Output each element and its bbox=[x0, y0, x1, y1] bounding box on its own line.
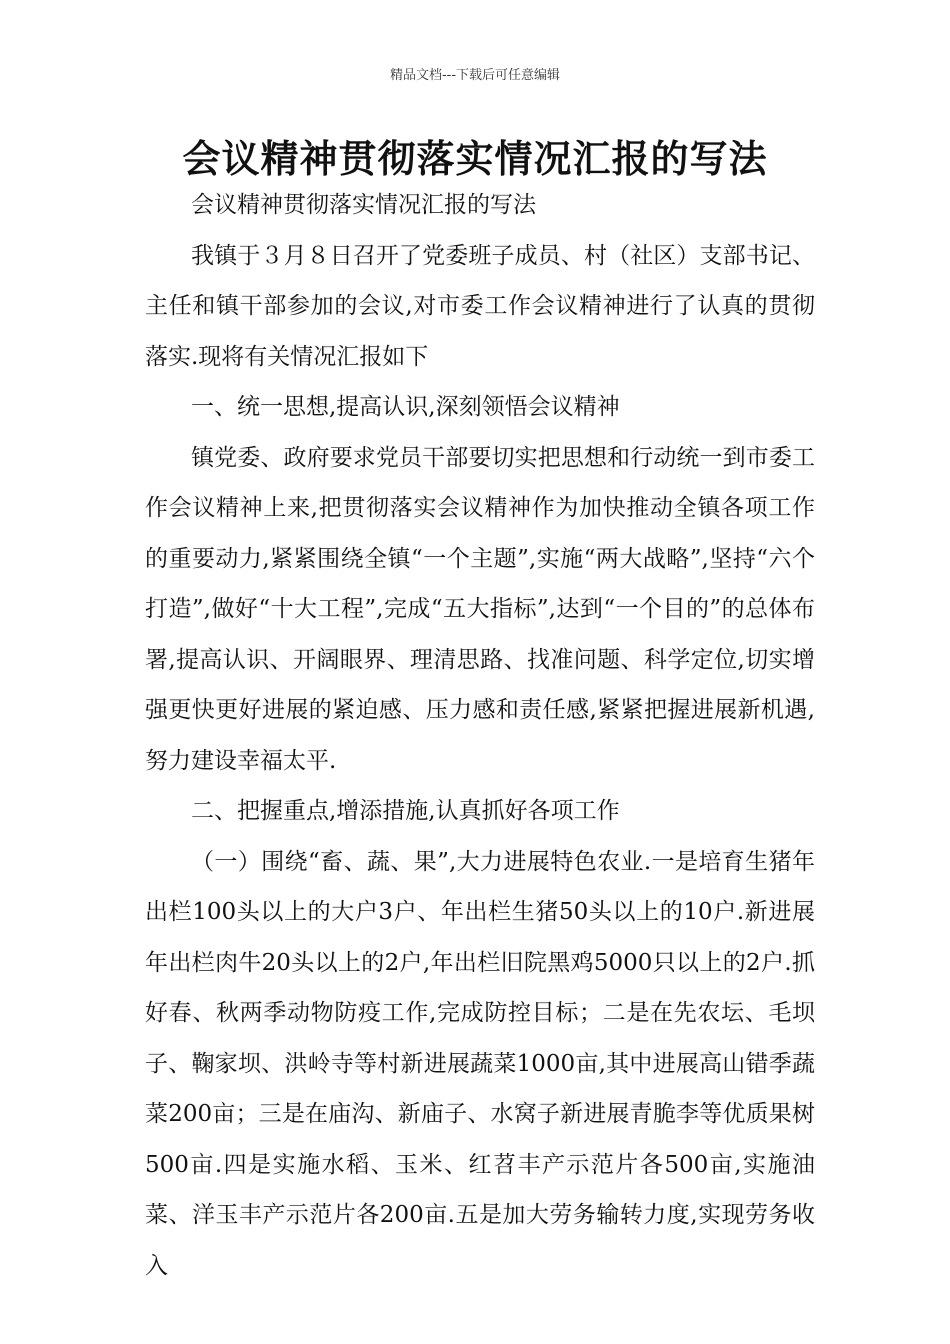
section-heading: 一、统一思想,提高认识,深刻领悟会议精神 bbox=[191, 394, 620, 420]
document-body bbox=[145, 180, 815, 1291]
document-title: 会议精神贯彻落实情况汇报的写法 bbox=[182, 137, 768, 181]
paragraph: 镇党委、政府要求党员干部要切实把思想和行动统一到市委工作会议精神上来,把贯彻落实会议精神作为加快推动全镇各项工作的重要动力,紧紧围绕全镇“一个主题”,实施“两大战略”,坚持“六个打造”,做好“十大工程”,完成“五大指标”,达到“一个目的”的总体布署,提高认识、开阔眼界、理清思路、找准问题、科学定位,切实增强更快更好进展的紧迫感、压力感和责任感,紧紧把握进展新机遇,努力建设幸福太平. bbox=[145, 444, 815, 774]
paragraph: 我镇于３月８日召开了党委班子成员、村（社区）支部书记、主任和镇干部参加的会议,对市委工作会议精神进行了认真的贯彻落实.现将有关情况汇报如下 bbox=[145, 242, 815, 370]
section-heading: 二、把握重点,增添措施,认真抓好各项工作 bbox=[191, 798, 620, 824]
paragraph: （一）围绕“畜、蔬、果”,大力进展特色农业.一是培育生猪年出栏100头以上的大户3户、年出栏生猪50头以上的10户.新进展年出栏肉牛20头以上的2户,年出栏旧院黑鸡5000只以上的2户.抓好春、秋两季动物防疫工作,完成防控目标；二是在先农坛、毛坝子、鞠家坝、洪岭寺等村新进展蔬菜1000亩,其中进展高山错季蔬菜200亩；三是在庙沟、新庙子、水窝子新进展青脆李等优质果树500亩.四是实施水稻、玉米、红苕丰产示范片各500亩,实施油菜、洋玉丰产示范片各200亩.五是加大劳务输转力度,实现劳务收入 bbox=[145, 848, 815, 1279]
paragraph: 会议精神贯彻落实情况汇报的写法 bbox=[191, 192, 536, 218]
header-note: 精品文档---下载后可任意编辑 bbox=[389, 68, 561, 83]
